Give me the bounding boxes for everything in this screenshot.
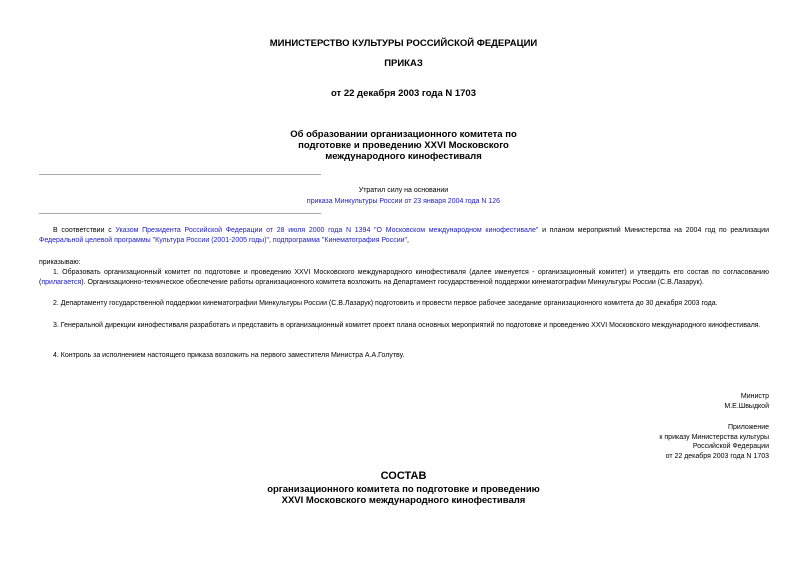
signature-role: Министр: [740, 393, 769, 400]
item-2-text: 2. Департаменту государственной поддержки кинематографии Минкультуры России (С.В.Лазарук) подготовить и провести первое рабочее заседание организационного комитета до 30 декабря 2003 года.: [53, 300, 718, 307]
preamble-text-2: и планом мероприятий Министерства на 2004 год по реализации: [538, 227, 770, 234]
composition-line-2: XXVI Московского международного кинофестиваля: [281, 495, 526, 506]
title-line-1: Об образовании организационного комитета по: [290, 129, 517, 140]
order-word: приказываю:: [39, 259, 81, 266]
order-item-3: [39, 321, 769, 331]
signature-block: [724, 392, 769, 411]
composition-subtitle: [0, 484, 807, 506]
item-1-paren: (: [39, 278, 42, 286]
title-line-2: подготовке и проведению XXVI Московского: [298, 140, 509, 151]
presidential-decree-link[interactable]: Указом Президента Российской Федерации от 28 июля 2000 года N 1394 "О Московском международном кинофестивале": [115, 227, 539, 234]
item-3-text: 3. Генеральной дирекции кинофестиваля разработать и представить в организационный комитет проект плана основных мероприятий по подготовке и проведению XXVI Московского международного кинофестиваля.: [53, 322, 761, 329]
appendix-block: [659, 423, 769, 461]
composition-line-1: организационного комитета по подготовке и проведению: [267, 484, 540, 495]
divider-top: [39, 174, 321, 175]
appendix-line-3: от 22 декабря 2003 года N 1703: [665, 452, 769, 460]
doc-type-heading: ПРИКАЗ: [384, 58, 423, 69]
status-note: Утратил силу на основании: [358, 187, 449, 194]
preamble-text-3: ,: [407, 236, 409, 244]
appendix-label: Приложение: [727, 424, 769, 431]
divider-bottom: [39, 213, 321, 214]
preamble-text-1: В соответствии с: [53, 227, 116, 234]
order-title: [0, 129, 807, 162]
ministry-heading: МИНИСТЕРСТВО КУЛЬТУРЫ РОССИЙСКОЙ ФЕДЕРАЦИИ: [269, 38, 538, 49]
order-item-2: [39, 299, 769, 309]
preamble-paragraph: [39, 226, 769, 245]
item-1-text-a: 1. Образовать организационный комитет по подготовке и проведению XXVI Московского международного кинофестиваля (далее именуется - организационный комитет) и утвердить его состав по согласованию: [53, 269, 769, 276]
signature-name: М.Е.Швыдкой: [724, 402, 769, 410]
order-item-1: [39, 268, 769, 287]
appendix-line-2: Российской Федерации: [692, 443, 769, 450]
title-line-3: международного кинофестиваля: [325, 151, 482, 162]
appendix-line-1: к приказу Министерства культуры: [659, 433, 769, 441]
order-item-4: [39, 351, 769, 361]
item-4-text: 4. Контроль за исполнением настоящего приказа возложить на первого заместителя Министра А.А.Голутву.: [53, 352, 405, 359]
composition-heading: СОСТАВ: [380, 470, 427, 482]
status-link-wrap: [0, 197, 807, 207]
order-date: от 22 декабря 2003 года N 1703: [330, 88, 476, 99]
appendix-link[interactable]: прилагается: [41, 278, 82, 286]
item-1-text-b: ). Организационно-техническое обеспечение работы организационного комитета возложить на Департамент государственной поддержки кинематографии Минкультуры России (С.В.Лазарук).: [81, 278, 704, 286]
federal-program-link[interactable]: Федеральной целевой программы "Культура России (2001-2005 годы)", подпрограмма "Кинематография России": [39, 236, 408, 244]
repeal-order-link[interactable]: приказа Минкультуры России от 23 января 2004 года N 126: [306, 198, 501, 205]
